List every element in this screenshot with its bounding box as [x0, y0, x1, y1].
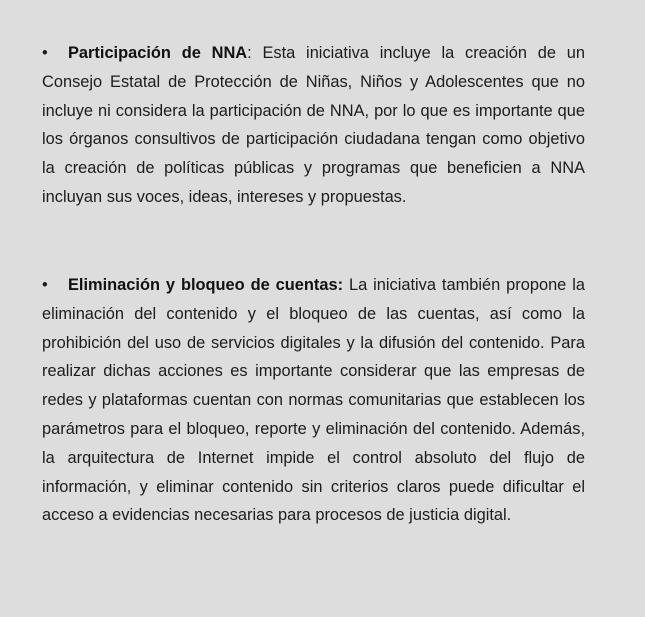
bullet-body-text: : Esta iniciativa incluye la creación de un Consejo Estatal de Protección de Niñas, Niños y Adolescentes que no incluye ni considera la participación de NNA, por lo que es importante que los órganos consultivos de participación ciudadana tengan como objetivo la creación de políticas públicas y programas que beneficien a NNA incluyan sus voces, ideas, intereses y propuestas.	[42, 44, 585, 206]
bullet-icon: •	[42, 276, 48, 294]
bullet-lead-heading: Participación de NNA	[68, 44, 248, 62]
bullet-item-eliminacion	[42, 271, 585, 530]
bullet-body-text: La iniciativa también propone la eliminación del contenido y el bloqueo de las cuentas, así como la prohibición del uso de servicios digitales y la difusión del contenido. Para realizar dichas acciones es importante considerar que las empresas de redes y plataformas cuentan con normas comunitarias que establecen los parámetros para el bloqueo, reporte y eliminación del contenido. Además, la arquitectura de Internet impide el control absoluto del flujo de información, y eliminar contenido sin criterios claros puede dificultar el acceso a evidencias necesarias para procesos de justicia digital.	[42, 276, 585, 525]
bullet-lead-heading: Eliminación y bloqueo de cuentas:	[68, 276, 344, 294]
bullet-item-participacion	[42, 39, 585, 212]
bullet-icon: •	[42, 44, 48, 62]
